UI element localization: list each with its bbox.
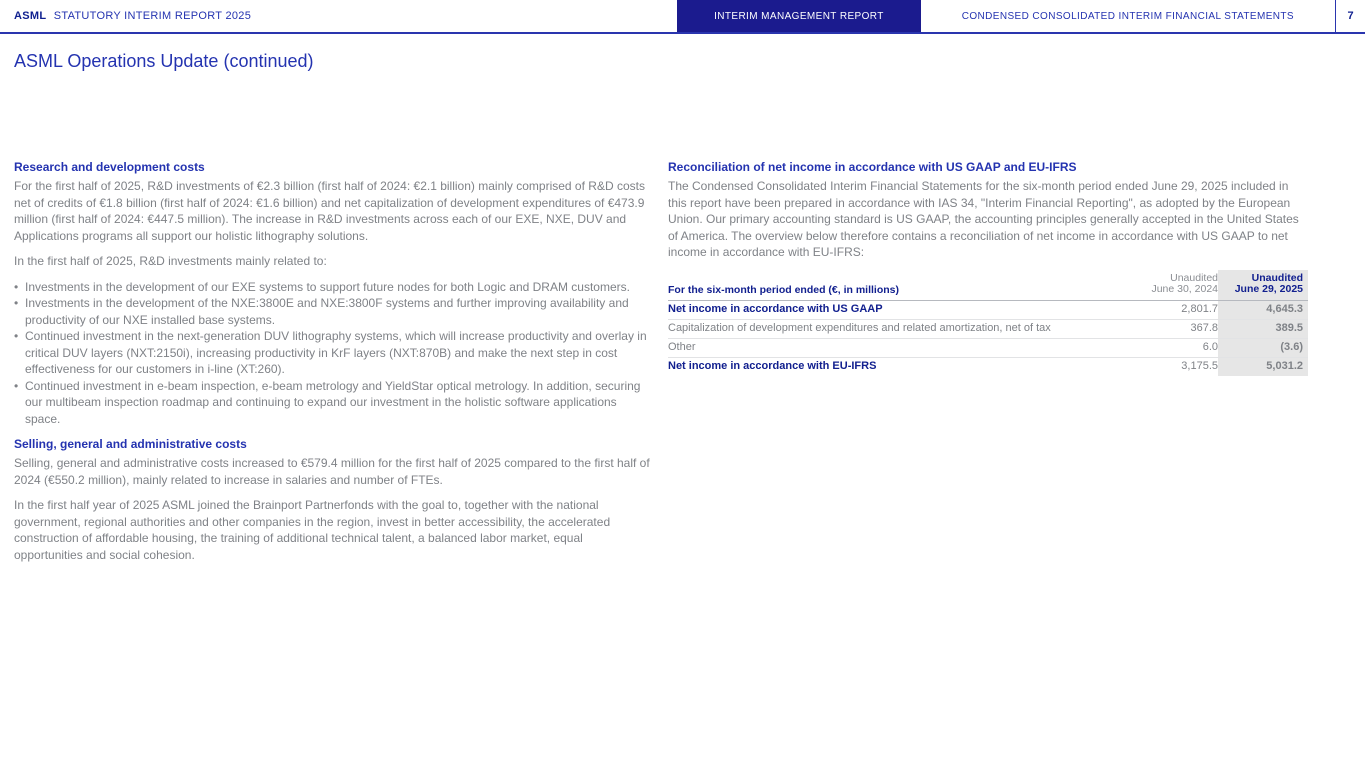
content-columns bbox=[14, 160, 1308, 572]
list-item: • Investments in the development of our EXE systems to support future nodes for both Logic and DRAM customers. bbox=[14, 279, 654, 296]
value-2024: 6.0 bbox=[1202, 341, 1218, 353]
row-label: Net income in accordance with US GAAP bbox=[668, 303, 883, 315]
rnd-bullet-list bbox=[14, 279, 654, 428]
list-item: • Continued investment in e-beam inspection, e-beam metrology and YieldStar optical metrology. In addition, securing our multibeam inspection roadmap and continuing to expand our investment in the holistic software applications space. bbox=[14, 378, 654, 428]
table-caption: For the six-month period ended (€, in millions) bbox=[668, 283, 900, 296]
value-2025: 5,031.2 bbox=[1218, 357, 1308, 376]
rnd-paragraph-2: In the first half of 2025, R&D investments mainly related to: bbox=[14, 254, 327, 268]
unaudited-label-2024: Unaudited bbox=[1170, 271, 1218, 284]
column-header-jun-2025 bbox=[1218, 270, 1308, 301]
sga-paragraph-2: In the first half year of 2025 ASML joined the Brainport Partnerfonds with the goal to, together with the national government, regional authorities and other companies in the region, invest in better accessibility, the accelerated construction of affordable housing, the training of additional technical talent, a balanced labor market, equal opportunities and social cohesion. bbox=[14, 498, 611, 562]
value-2025: 4,645.3 bbox=[1218, 300, 1308, 319]
header-bar bbox=[0, 0, 1365, 34]
value-2024: 2,801.7 bbox=[1181, 303, 1218, 315]
sga-paragraph-1: Selling, general and administrative costs increased to €579.4 million for the first half of 2025 compared to the first half of 2024 (€550.2 million), mainly related to increase in salaries and number of FTEs. bbox=[14, 456, 650, 487]
value-2025: 389.5 bbox=[1218, 319, 1308, 338]
section-heading-reconciliation: Reconciliation of net income in accordance with US GAAP and EU-IFRS bbox=[668, 160, 1077, 174]
reconciliation-intro-paragraph: The Condensed Consolidated Interim Financial Statements for the six-month period ended June 29, 2025 included in this report have been prepared in accordance with IAS 34, "Interim Financial Reporting", as adopted by the European Union. Our primary accounting standard is US GAAP, the accounting principles generally accepted in the United States of America. The overview below therefore contains a reconciliation of net income in accordance with US GAAP to net income in accordance with EU-IFRS: bbox=[668, 179, 1299, 259]
value-2024: 367.8 bbox=[1190, 322, 1218, 334]
page-number: 7 bbox=[1335, 0, 1365, 32]
right-column bbox=[668, 160, 1308, 572]
left-column bbox=[14, 160, 654, 572]
table-row bbox=[668, 300, 1308, 319]
report-brand bbox=[14, 10, 251, 22]
row-label: Capitalization of development expenditures and related amortization, net of tax bbox=[668, 322, 1051, 334]
date-label-2024: June 30, 2024 bbox=[1151, 283, 1218, 295]
row-label: Other bbox=[668, 341, 696, 353]
value-2024: 3,175.5 bbox=[1181, 360, 1218, 372]
table-row bbox=[668, 319, 1308, 338]
page-title: ASML Operations Update (continued) bbox=[14, 51, 314, 71]
row-label: Net income in accordance with EU-IFRS bbox=[668, 360, 877, 372]
date-label-2025: June 29, 2025 bbox=[1234, 283, 1303, 295]
brand-report-title: STATUTORY INTERIM REPORT 2025 bbox=[53, 10, 252, 22]
table-row bbox=[668, 338, 1308, 357]
table-header-row bbox=[668, 270, 1308, 301]
list-item: • Continued investment in the next-generation DUV lithography systems, which will increase productivity and overlay in critical DUV layers (NXT:2150i), increasing productivity in KrF layers (NXT:870B) and make the next step in cost effectiveness for our customers in i-line (XT:260). bbox=[14, 328, 654, 378]
table-row bbox=[668, 357, 1308, 376]
tab-condensed-consolidated-interim-financial-statements[interactable]: CONDENSED CONSOLIDATED INTERIM FINANCIAL STATEMENTS bbox=[961, 10, 1294, 22]
reconciliation-table bbox=[668, 270, 1308, 376]
list-item: • Investments in the development of the NXE:3800E and NXE:3800F systems and further improving availability and productivity of our NXE installed base systems. bbox=[14, 295, 654, 328]
tab-interim-management-report[interactable]: INTERIM MANAGEMENT REPORT bbox=[677, 0, 921, 32]
value-2025: (3.6) bbox=[1218, 338, 1308, 357]
header-tabs bbox=[677, 0, 1365, 32]
brand-asml: ASML bbox=[14, 10, 47, 22]
column-header-jun-2024 bbox=[1083, 270, 1218, 301]
rnd-paragraph-1: For the first half of 2025, R&D investments of €2.3 billion (first half of 2024: €2.1 billion) mainly comprised of R&D costs net of credits of €1.8 billion (first half of 2024: €1.6 billion) and net capitalization of development expenditures of €473.9 million (first half of 2024: €447.5 million). The increase in R&D investments across each of our EXE, NXE, DUV and Applications programs all support our holistic lithography solutions. bbox=[14, 179, 645, 243]
section-heading-sga-costs: Selling, general and administrative costs bbox=[14, 437, 247, 451]
section-heading-rnd-costs: Research and development costs bbox=[14, 160, 205, 174]
unaudited-label-2025: Unaudited bbox=[1251, 271, 1303, 284]
